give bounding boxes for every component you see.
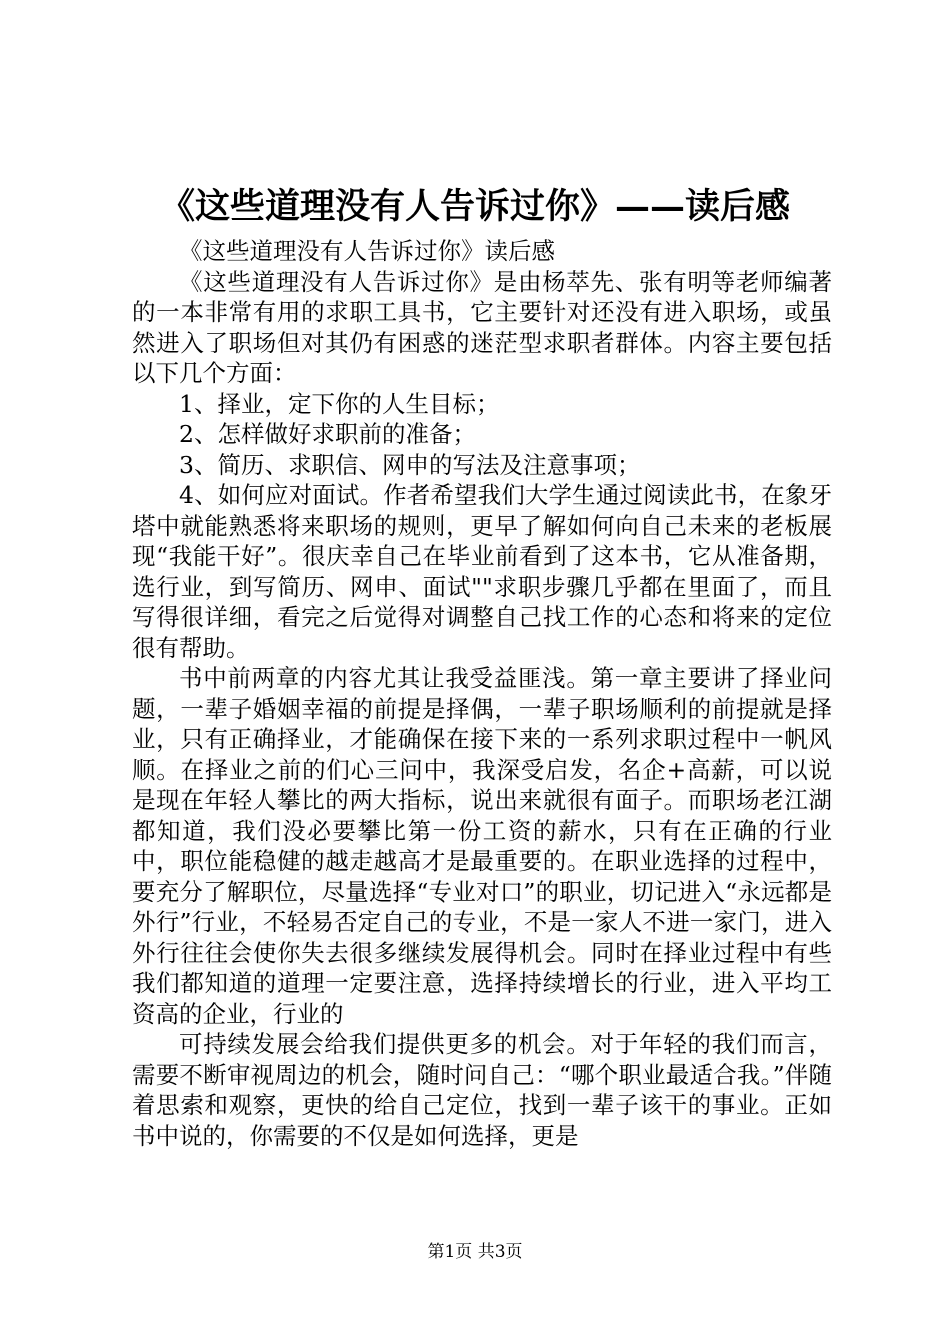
document-body xyxy=(132,236,832,1151)
paragraph-chapters: 书中前两章的内容尤其让我受益匪浅。第一章主要讲了择业问题，一辈子婚姻幸福的前提是择偶，一辈子职场顺利的前提就是择业，只有正确择业，才能确保在接下来的一系列求职过程中一帆风顺。在择业之前的们心三问中，我深受启发，名企+高薪，可以说是现在年轻人攀比的两大指标，说出来就很有面子。而职场老江湖都知道，我们没必要攀比第一份工资的薪水，只有在正确的行业中，职位能稳健的越走越高才是最重要的。在职业选择的过程中，要充分了解职位，尽量选择“专业对口”的职业，切记进入“永远都是外行”行业，不轻易否定自己的专业，不是一家人不进一家门，进入外行往往会使你失去很多继续发展得机会。同时在择业过程中有些我们都知道的道理一定要注意，选择持续增长的行业，进入平均工资高的企业，行业的 xyxy=(132,664,832,1028)
list-item-1: 1、择业，定下你的人生目标； xyxy=(179,389,500,418)
paragraph-intro: 《这些道理没有人告诉过你》是由杨萃先、张有明等老师编著的一本非常有用的求职工具书，它主要针对还没有进入职场，或虽然进入了职场但对其仍有困惑的迷茫型求职者群体。内容主要包括以下几个方面： xyxy=(132,267,832,387)
page-number: 第1页 共3页 xyxy=(427,1242,523,1262)
list-item-4: 4、如何应对面试。作者希望我们大学生通过阅读此书，在象牙塔中就能熟悉将来职场的规则，更早了解如何向自己未来的老板展现“我能干好”。很庆幸自己在毕业前看到了这本书，它从准备期，选行业，到写简历、网申、面试""求职步骤几乎都在里面了，而且写得很详细，看完之后觉得对调整自己找工作的心态和将来的定位很有帮助。 xyxy=(132,481,832,662)
document-subtitle: 《这些道理没有人告诉过你》读后感 xyxy=(179,237,555,265)
paragraph-continuation: 可持续发展会给我们提供更多的机会。对于年轻的我们而言，需要不断审视周边的机会，随时问自己：“哪个职业最适合我。”伴随着思索和观察，更快的给自己定位，找到一辈子该干的事业。正如书中说的，你需要的不仅是如何选择，更是 xyxy=(132,1030,832,1150)
document-title: 《这些道理没有人告诉过你》——读后感 xyxy=(159,186,790,227)
list-item-2: 2、怎样做好求职前的准备； xyxy=(179,420,476,448)
list-item-3: 3、简历、求职信、网申的写法及注意事项； xyxy=(179,450,641,479)
